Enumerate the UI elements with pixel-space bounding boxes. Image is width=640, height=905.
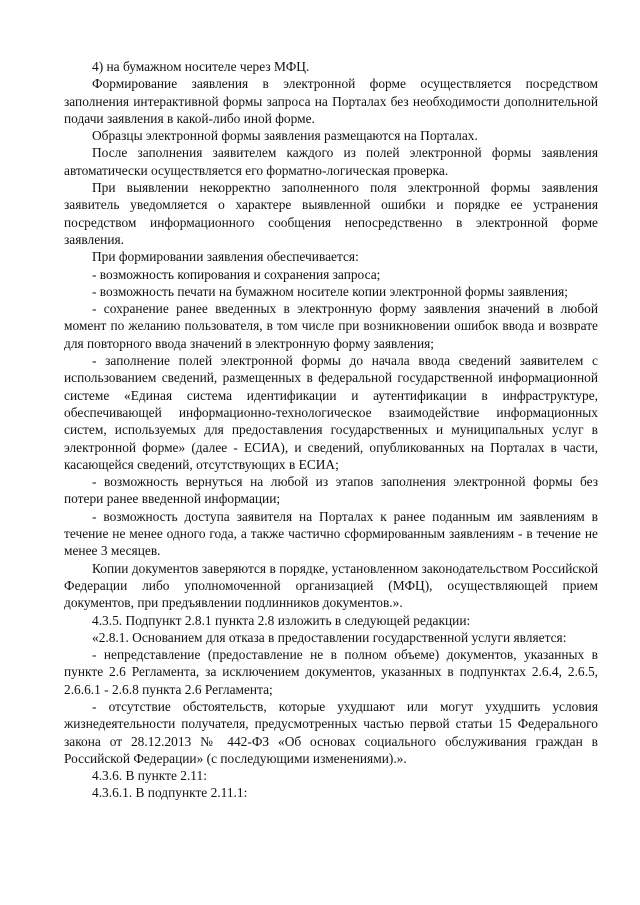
list-item-non-submission: - непредставление (предоставление не в полном объеме) документов, указанных в пункте 2.6 Регламента, за исключением документов, указанных в подпунктах 2.6.4, 2.6.5, 2.6.6.1 - 2.6.8 пункта 2.6 Регламента; <box>64 647 598 697</box>
paragraph-section-4-3-5: 4.3.5. Подпункт 2.8.1 пункта 2.8 изложить в следующей редакции: <box>92 612 471 628</box>
paragraph-format-check: После заполнения заявителем каждого из полей электронной формы заявления автоматически осуществляется его форматно-логическая проверка. <box>64 145 598 178</box>
list-item-print: - возможность печати на бумажном носителе копии электронной формы заявления; <box>92 283 569 299</box>
list-item-save-values: - сохранение ранее введенных в электронную форму заявления значений в любой момент по желанию пользователя, в том числе при возникновении ошибок ввода и возврате для повторного ввода значений в электронную форму заявления; <box>64 301 598 351</box>
list-item-access-applications: - возможность доступа заявителя на Порталах к ранее поданным им заявлениям в течение не менее одного года, а также частично сформированным заявлениям - в течение не менее 3 месяцев. <box>64 508 598 559</box>
paragraph-item-4-mfc: 4) на бумажном носителе через МФЦ. <box>92 59 310 74</box>
paragraph-clause-2-8-1: «2.8.1. Основанием для отказа в предоставлении государственной услуги является: <box>92 629 567 645</box>
list-item-copy-save: - возможность копирования и сохранения запроса; <box>92 266 381 282</box>
paragraph-electronic-form: Формирование заявления в электронной форме осуществляется посредством заполнения интерактивной формы запроса на Порталах без необходимости дополнительной подачи заявления в какой-либо иной форме. <box>64 76 598 126</box>
list-item-return-step: - возможность вернуться на любой из этапов заполнения электронной формы без потери ранее введенной информации; <box>64 474 598 507</box>
paragraph-error-notification: При выявлении некорректно заполненного поля электронной формы заявления заявитель уведомляется о характере выявленной ошибки и порядке ее устранения посредством информационного сообщения непосредственно в электронной форме заявления. <box>64 180 598 247</box>
paragraph-form-provides: При формировании заявления обеспечивается: <box>92 249 359 265</box>
paragraph-section-4-3-6: 4.3.6. В пункте 2.11: <box>92 768 207 784</box>
list-item-autofill-esia: - заполнение полей электронной формы до начала ввода сведений заявителем с использованием сведений, размещенных в федеральной государственной информационной системе «Единая система идентификации и аутентификации в инфраструктуре, обеспечивающей информационно-технологическое взаимодействие информационных систем, используемых для предоставления государственных и муниципальных услуг в электронной форме» (далее - ЕСИА), и сведений, опубликованных на Порталах в части, касающейся сведений, отсутствующих в ЕСИА; <box>64 353 598 472</box>
paragraph-document-copies: Копии документов заверяются в порядке, установленном законодательством Российской Федерации либо уполномоченной организацией (МФЦ), осуществляющей прием документов, при предъявлении подлинников документов.». <box>64 560 598 611</box>
document-page <box>64 58 598 802</box>
list-item-no-circumstances: - отсутствие обстоятельств, которые ухудшают или могут ухудшить условия жизнедеятельности получателя, предусмотренных частью первой статьи 15 Федерального закона от 28.12.2013 № 442-ФЗ «Об основах социального обслуживания граждан в Российской Федерации» (с последующими изменениями).». <box>64 698 598 766</box>
paragraph-section-4-3-6-1: 4.3.6.1. В подпункте 2.11.1: <box>92 785 248 801</box>
paragraph-form-samples: Образцы электронной формы заявления размещаются на Порталах. <box>92 128 478 144</box>
